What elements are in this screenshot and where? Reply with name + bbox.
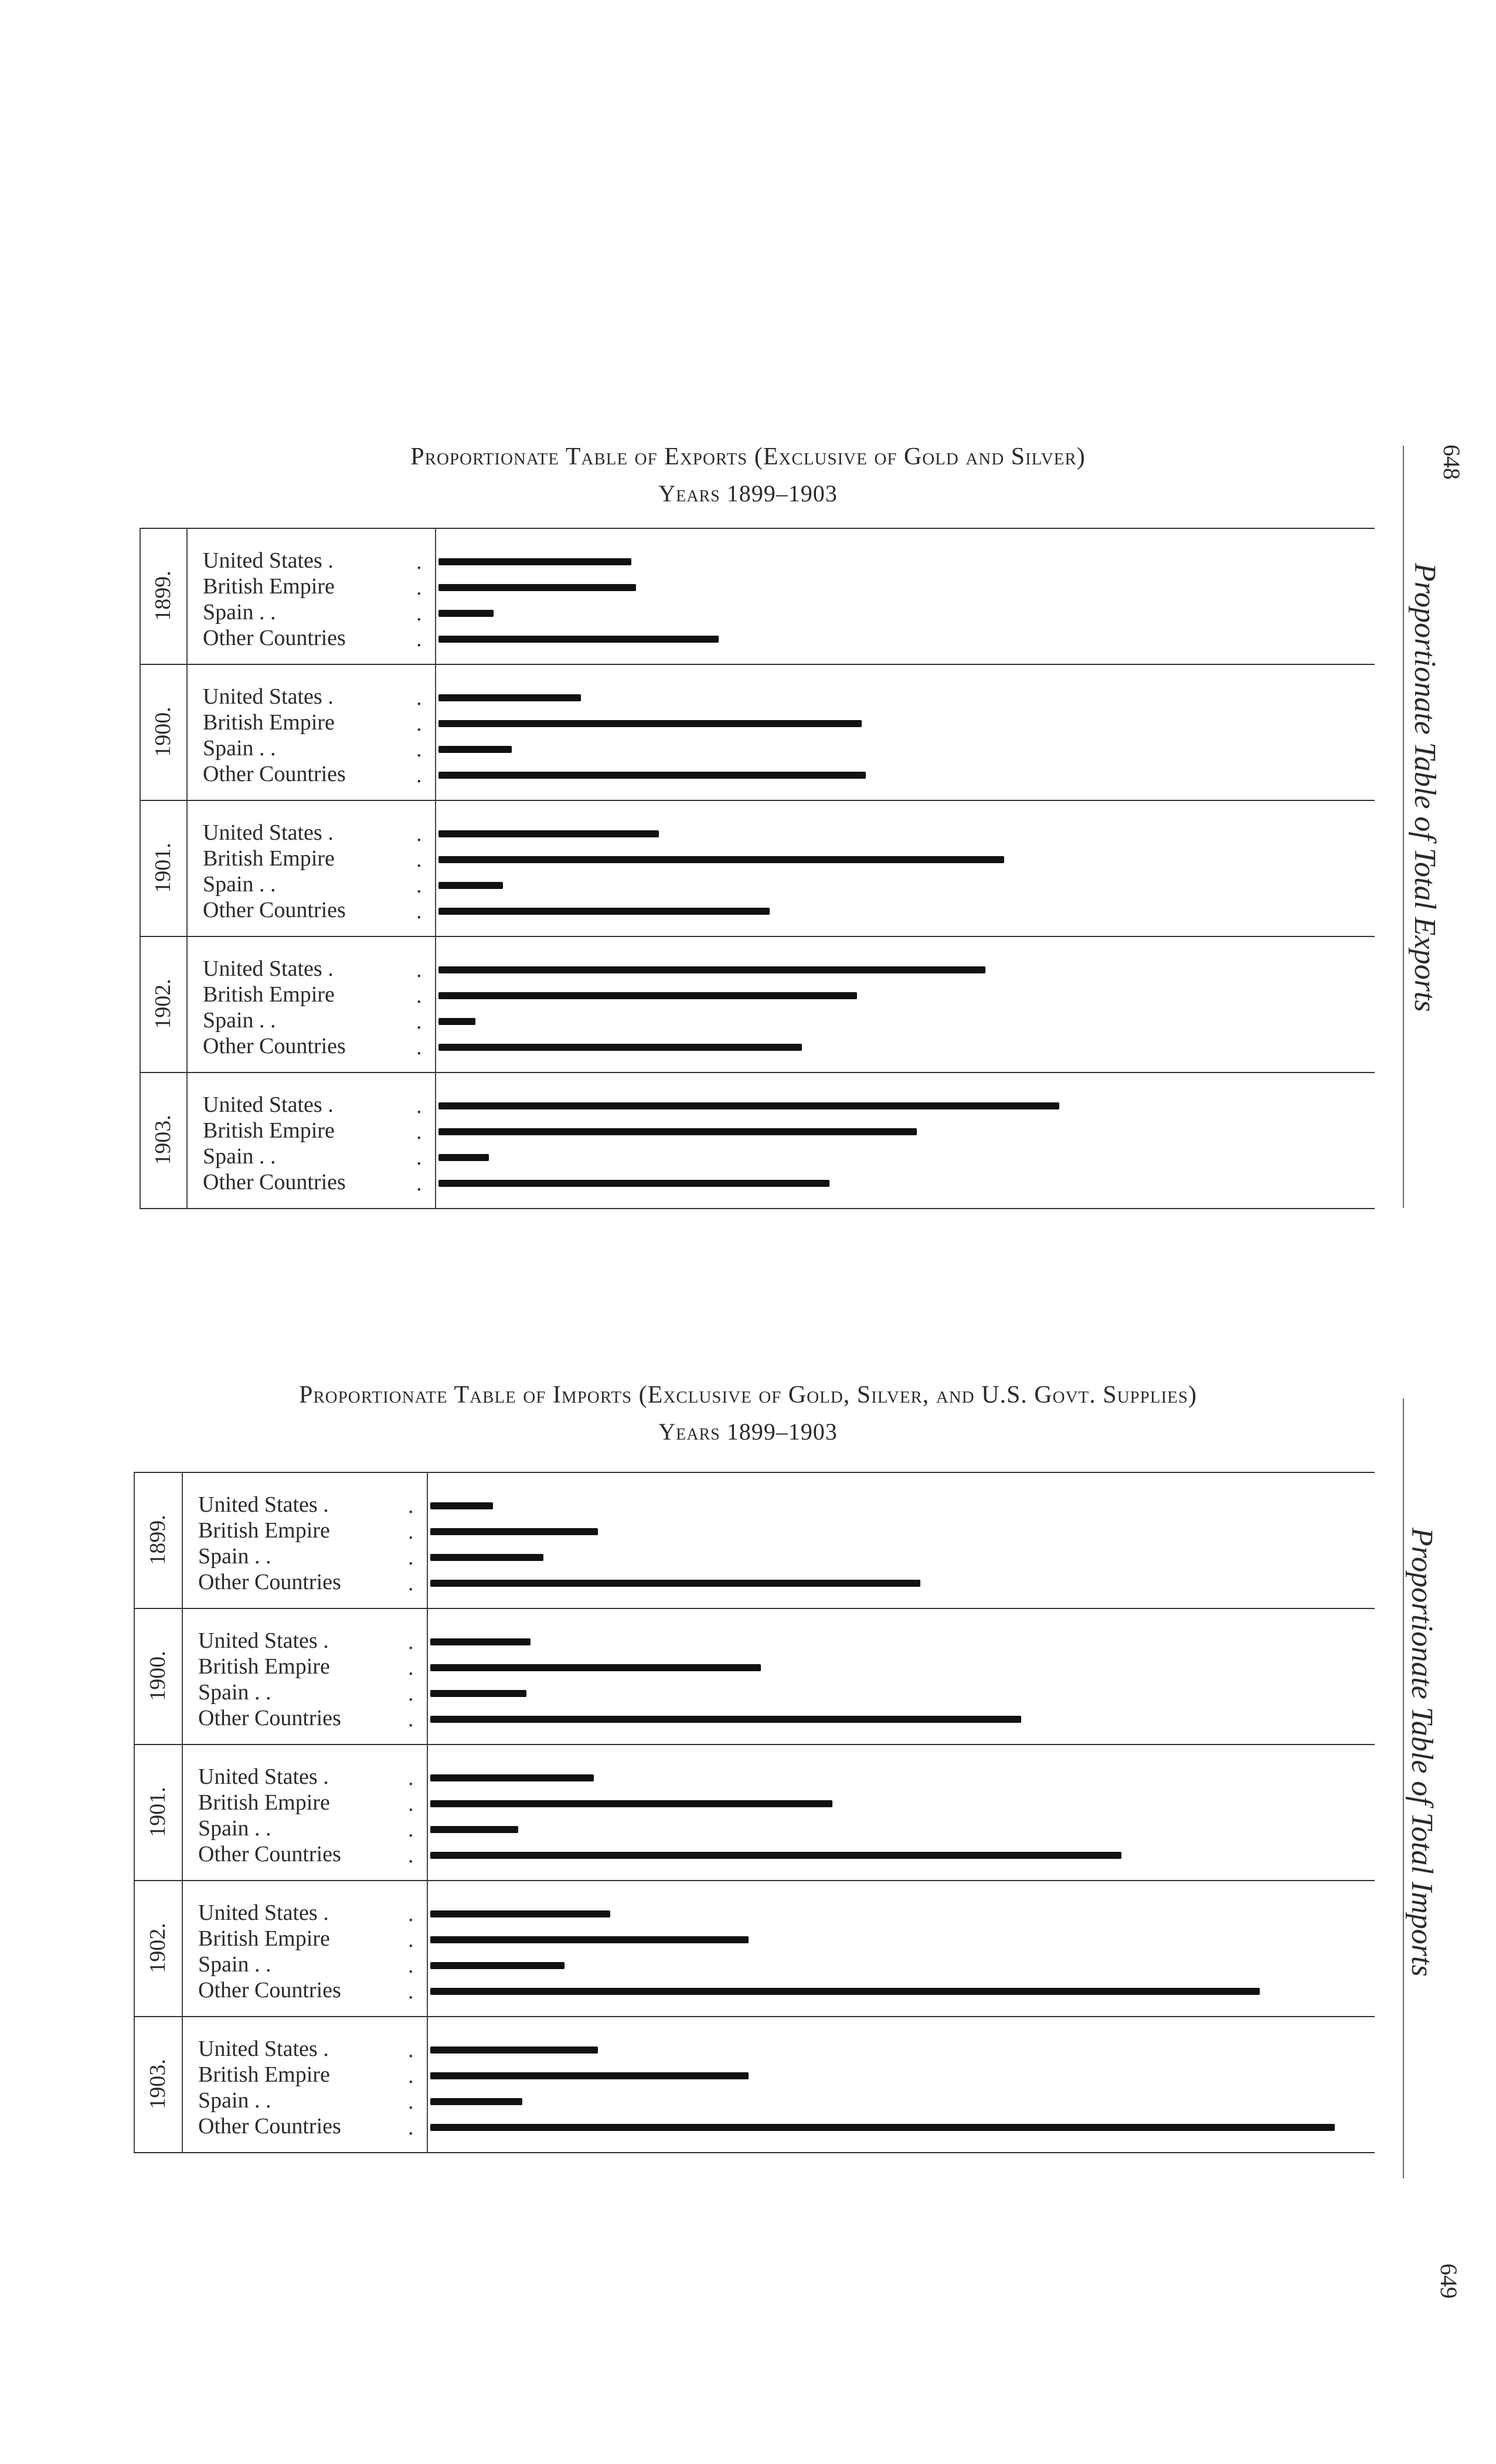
category-label: British Empire (198, 1790, 330, 1815)
group-divider (140, 664, 1375, 665)
leader-dot: . (408, 1571, 414, 1596)
leader-dot: . (416, 1009, 422, 1034)
category-label: Spain . . (198, 1952, 271, 1977)
leader-dot: . (416, 549, 422, 574)
category-label: British Empire (203, 710, 335, 735)
category-label: Spain . . (198, 1680, 271, 1705)
leader-dot: . (416, 685, 422, 710)
category-label: Other Countries (203, 626, 346, 650)
group-divider (134, 1744, 1375, 1745)
bar-1899-other-countries (430, 1580, 920, 1587)
group-divider (134, 2152, 1375, 2153)
category-label: United States . (198, 1764, 329, 1789)
chart-left-rule (140, 528, 141, 1208)
category-label: Other Countries (198, 1842, 341, 1866)
page-margin-line (1403, 446, 1404, 1208)
leader-dot: . (416, 899, 422, 924)
bar-1901-united-states (438, 830, 659, 837)
group-divider (134, 1880, 1375, 1881)
leader-dot: . (408, 1494, 414, 1518)
group-divider (140, 800, 1375, 801)
bar-1899-british-empire (438, 584, 636, 591)
leader-dot: . (408, 1681, 414, 1706)
year-column-rule (186, 528, 188, 1208)
leader-dot: . (416, 1171, 422, 1196)
category-label: Spain . . (203, 736, 276, 761)
year-label: 1899. (151, 571, 175, 621)
category-label: Spain . . (198, 2088, 271, 2113)
year-label: 1903. (151, 1115, 175, 1165)
category-label: Other Countries (203, 898, 346, 922)
category-label: British Empire (203, 846, 335, 871)
bar-1902-spain (438, 1018, 475, 1025)
exports-subtitle: Years 1899–1903 (658, 480, 838, 507)
bar-1900-british-empire (438, 720, 862, 727)
bar-1903-other-countries (430, 2124, 1335, 2131)
category-label: Spain . . (198, 1816, 271, 1841)
bar-1899-other-countries (438, 636, 719, 643)
year-label: 1902. (151, 979, 175, 1029)
category-label: British Empire (203, 982, 335, 1007)
bar-1901-other-countries (438, 908, 770, 915)
leader-dot: . (408, 1979, 414, 2004)
bar-1903-british-empire (430, 2072, 749, 2079)
leader-dot: . (408, 1953, 414, 1978)
category-label: United States . (198, 2037, 329, 2061)
leader-dot: . (408, 1791, 414, 1816)
leader-dot: . (408, 2063, 414, 2088)
category-label: United States . (198, 1492, 329, 1517)
bar-1900-spain (430, 1690, 526, 1697)
bar-1900-united-states (438, 694, 581, 701)
leader-dot: . (408, 1545, 414, 1570)
bar-1899-spain (438, 610, 494, 617)
category-label: Spain . . (203, 1008, 276, 1033)
bar-axis-rule (435, 528, 436, 1208)
leader-dot: . (408, 2115, 414, 2140)
category-label: Spain . . (198, 1544, 271, 1569)
leader-dot: . (416, 873, 422, 898)
bar-1902-spain (430, 1962, 565, 1969)
page-margin-line (1403, 1399, 1404, 2178)
bar-1903-spain (430, 2098, 522, 2105)
leader-dot: . (416, 958, 422, 982)
side-title-imports: Proportionate Table of Total Imports (1405, 1528, 1439, 1977)
year-column-rule (182, 1472, 183, 2152)
bar-1902-british-empire (430, 1936, 749, 1943)
category-label: British Empire (198, 2062, 330, 2087)
bar-1901-british-empire (438, 856, 1004, 863)
leader-dot: . (416, 575, 422, 600)
bar-1901-british-empire (430, 1800, 832, 1807)
year-label: 1899. (145, 1515, 170, 1565)
leader-dot: . (416, 763, 422, 788)
bar-1902-british-empire (438, 992, 857, 999)
category-label: United States . (198, 1628, 329, 1653)
leader-dot: . (416, 601, 422, 626)
category-label: Other Countries (198, 2114, 341, 2139)
leader-dot: . (408, 1927, 414, 1952)
chart-top-rule (140, 528, 1375, 529)
bar-1903-spain (438, 1154, 489, 1161)
bar-1902-united-states (438, 966, 985, 973)
leader-dot: . (416, 711, 422, 736)
leader-dot: . (408, 1902, 414, 1926)
leader-dot: . (408, 1707, 414, 1732)
page-number-left: 648 (1439, 444, 1465, 480)
leader-dot: . (416, 737, 422, 762)
bar-1902-united-states (430, 1910, 610, 1917)
bar-1903-other-countries (438, 1180, 829, 1187)
leader-dot: . (416, 1035, 422, 1060)
category-label: British Empire (198, 1654, 330, 1679)
group-divider (140, 1072, 1375, 1073)
year-label: 1900. (151, 707, 175, 757)
bar-1903-british-empire (438, 1128, 917, 1135)
bar-1903-united-states (438, 1102, 1059, 1109)
bar-1900-united-states (430, 1638, 531, 1645)
year-label: 1903. (145, 2059, 170, 2109)
year-label: 1901. (151, 843, 175, 893)
bar-1899-united-states (438, 558, 631, 565)
category-label: Other Countries (203, 1034, 346, 1058)
group-divider (134, 2016, 1375, 2017)
category-label: Other Countries (198, 1978, 341, 2003)
group-divider (140, 936, 1375, 937)
bar-1901-united-states (430, 1774, 594, 1781)
leader-dot: . (416, 1094, 422, 1118)
category-label: British Empire (198, 1518, 330, 1543)
year-label: 1902. (145, 1923, 170, 1973)
page-number-right: 649 (1436, 2263, 1462, 2299)
category-label: Other Countries (203, 762, 346, 786)
leader-dot: . (408, 1630, 414, 1654)
bar-1901-other-countries (430, 1852, 1121, 1859)
category-label: United States . (203, 684, 334, 709)
imports-subtitle: Years 1899–1903 (658, 1418, 838, 1445)
imports-title: Proportionate Table of Imports (Exclusive of Gold, Silver, and U.S. Govt. Supplies) (298, 1382, 1197, 1409)
bar-axis-rule (427, 1472, 428, 2152)
leader-dot: . (416, 822, 422, 846)
chart-left-rule (134, 1472, 135, 2152)
category-label: United States . (198, 1900, 329, 1925)
category-label: United States . (203, 1092, 334, 1117)
bar-1901-spain (430, 1826, 518, 1833)
leader-dot: . (416, 983, 422, 1008)
category-label: Spain . . (203, 1144, 276, 1169)
bar-1899-spain (430, 1554, 543, 1561)
leader-dot: . (408, 1843, 414, 1868)
leader-dot: . (408, 1655, 414, 1680)
category-label: British Empire (203, 1118, 335, 1143)
bar-1899-british-empire (430, 1528, 598, 1535)
bar-1900-british-empire (430, 1664, 761, 1671)
exports-title: Proportionate Table of Exports (Exclusive of Gold and Silver) (410, 443, 1086, 470)
leader-dot: . (416, 847, 422, 872)
bar-1901-spain (438, 882, 503, 889)
leader-dot: . (416, 627, 422, 651)
leader-dot: . (408, 2089, 414, 2114)
category-label: British Empire (203, 574, 335, 599)
category-label: Other Countries (198, 1706, 341, 1730)
bar-1902-other-countries (438, 1044, 802, 1051)
category-label: Spain . . (203, 872, 276, 897)
side-title-exports: Proportionate Table of Total Exports (1408, 563, 1441, 1012)
group-divider (134, 1608, 1375, 1609)
year-label: 1901. (145, 1787, 170, 1837)
category-label: United States . (203, 548, 334, 573)
chart-top-rule (134, 1472, 1375, 1473)
bar-1903-united-states (430, 2046, 598, 2054)
category-label: Other Countries (198, 1570, 341, 1594)
year-label: 1900. (145, 1651, 170, 1701)
leader-dot: . (408, 1519, 414, 1544)
leader-dot: . (416, 1145, 422, 1170)
category-label: United States . (203, 820, 334, 845)
category-label: British Empire (198, 1926, 330, 1951)
bar-1902-other-countries (430, 1988, 1260, 1995)
bar-1900-other-countries (438, 772, 866, 779)
bar-1900-spain (438, 746, 512, 753)
category-label: Spain . . (203, 600, 276, 625)
bar-1900-other-countries (430, 1716, 1021, 1723)
leader-dot: . (408, 1817, 414, 1842)
bar-1899-united-states (430, 1502, 493, 1509)
leader-dot: . (408, 1766, 414, 1790)
leader-dot: . (408, 2038, 414, 2062)
leader-dot: . (416, 1119, 422, 1144)
group-divider (140, 1208, 1375, 1209)
category-label: United States . (203, 956, 334, 981)
category-label: Other Countries (203, 1170, 346, 1194)
